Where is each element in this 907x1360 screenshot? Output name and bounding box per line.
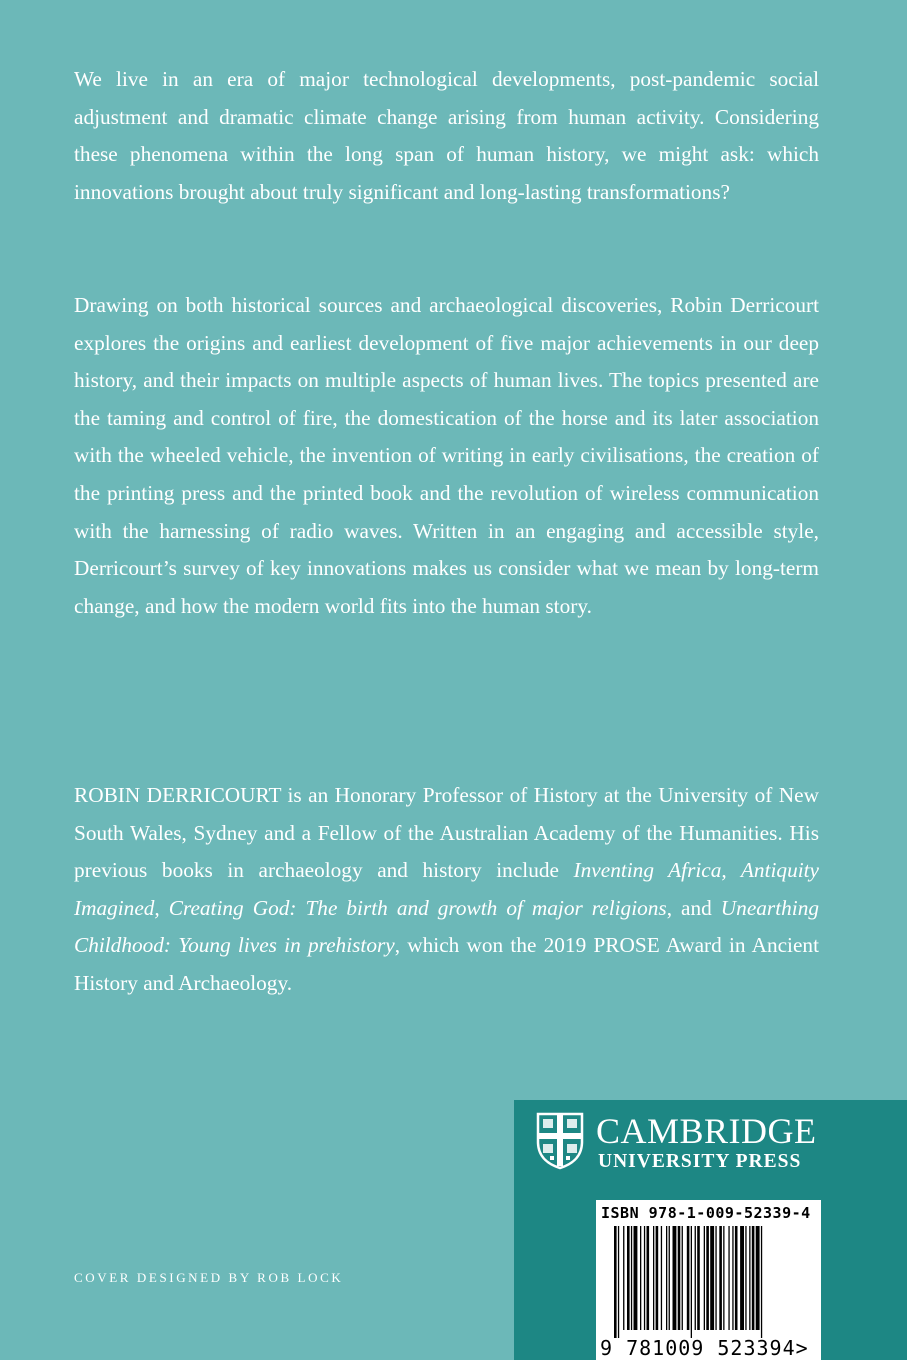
barcode-bar — [618, 1226, 619, 1338]
barcode-bar — [719, 1226, 722, 1330]
barcode-bar — [623, 1226, 624, 1330]
publisher-panel — [514, 1100, 907, 1360]
barcode-bar — [740, 1226, 744, 1330]
barcode-bar — [706, 1226, 709, 1330]
barcode-bar — [644, 1226, 645, 1330]
bio-text-c: , which won the 2019 PROSE Award in Ancient History and Archaeology. — [74, 933, 819, 995]
barcode-bar — [656, 1226, 659, 1330]
barcode-bar — [631, 1226, 632, 1330]
publisher-name: CAMBRIDGE — [596, 1111, 817, 1151]
barcode-bar — [697, 1226, 700, 1330]
barcode-bar — [687, 1226, 690, 1330]
ean-digits — [600, 1336, 818, 1360]
barcode-bar — [678, 1226, 681, 1330]
barcode-bar — [732, 1226, 733, 1330]
bio-book-titles: Inventing Africa, Antiquity Imagined, Creating God: The birth and growth of major religions — [74, 858, 820, 920]
barcode-bar — [673, 1226, 677, 1330]
cambridge-crest-icon — [536, 1112, 584, 1170]
barcode-bar — [647, 1226, 650, 1330]
barcode-bar — [627, 1226, 630, 1330]
barcode-bar — [704, 1226, 705, 1330]
barcode-bar — [669, 1226, 670, 1330]
barcode-bar — [749, 1226, 750, 1330]
barcode-bar — [745, 1226, 746, 1330]
barcode-bar — [735, 1226, 738, 1330]
bio-text-a: ROBIN DERRICOURT is an Honorary Professor of History at the University of New South Wales, Sydney and a Fellow of the Australian Academy of the Humanities. His previous books in archaeology and history include — [74, 783, 819, 883]
bio-book-title-award: Unearthing Childhood: Young lives in prehistory — [74, 895, 819, 958]
barcode-bar — [723, 1226, 724, 1330]
ean-left-group: 781009 — [626, 1336, 705, 1360]
barcode-bar — [756, 1226, 760, 1330]
barcode-bar — [682, 1226, 683, 1330]
barcode-bar — [634, 1226, 638, 1330]
ean-right-group: 523394 — [717, 1336, 796, 1360]
bio-text-b: , and — [666, 895, 721, 920]
ean-quiet-mark: > — [795, 1336, 809, 1360]
isbn-barcode — [596, 1200, 821, 1360]
cover-credit: COVER DESIGNED BY ROB LOCK — [74, 1270, 344, 1285]
ean-first-digit: 9 — [600, 1336, 614, 1360]
barcode-bar — [691, 1226, 692, 1338]
blurb-paragraph-1: We live in an era of major technological developments, post-pandemic social adjustment and dramatic climate change arising from human activity. Considering these phenomena within the long span of human history, we might ask: which innovations brought about truly significant and long-lasting transformations? — [74, 67, 819, 204]
blurb-paragraph-2: Drawing on both historical sources and archaeological discoveries, Robin Derricourt explores the origins and earliest development of five major achievements in our deep history, and their impacts on multiple aspects of human lives. The topics presented are the taming and control of fire, the domestication of the horse and its later association with the wheeled vehicle, the invention of writing in early civilisations, the creation of the printing press and the printed book and the revolution of wireless communication with the harnessing of radio waves. Written in an engaging and accessible style, Derricourt’s survey of key innovations makes us consider what we mean by long-term change, and how the modern world fits into the human story. — [74, 293, 819, 618]
isbn-label: ISBN 978-1-009-52339-4 — [601, 1204, 811, 1222]
barcode-bar — [614, 1226, 617, 1338]
author-bio — [74, 777, 819, 1003]
barcode-bar — [710, 1226, 714, 1330]
barcode-bar — [761, 1226, 762, 1338]
barcode-bar — [653, 1226, 654, 1330]
barcode-bar — [640, 1226, 641, 1330]
barcode-bar — [695, 1226, 696, 1330]
barcode-bar — [666, 1226, 667, 1330]
barcode-bars — [596, 1226, 821, 1338]
publisher-subtitle: UNIVERSITY PRESS — [598, 1151, 802, 1172]
barcode-bar — [661, 1226, 662, 1330]
barcode-bar — [728, 1226, 729, 1330]
barcode-bar — [715, 1226, 716, 1330]
barcode-bar — [752, 1226, 755, 1330]
